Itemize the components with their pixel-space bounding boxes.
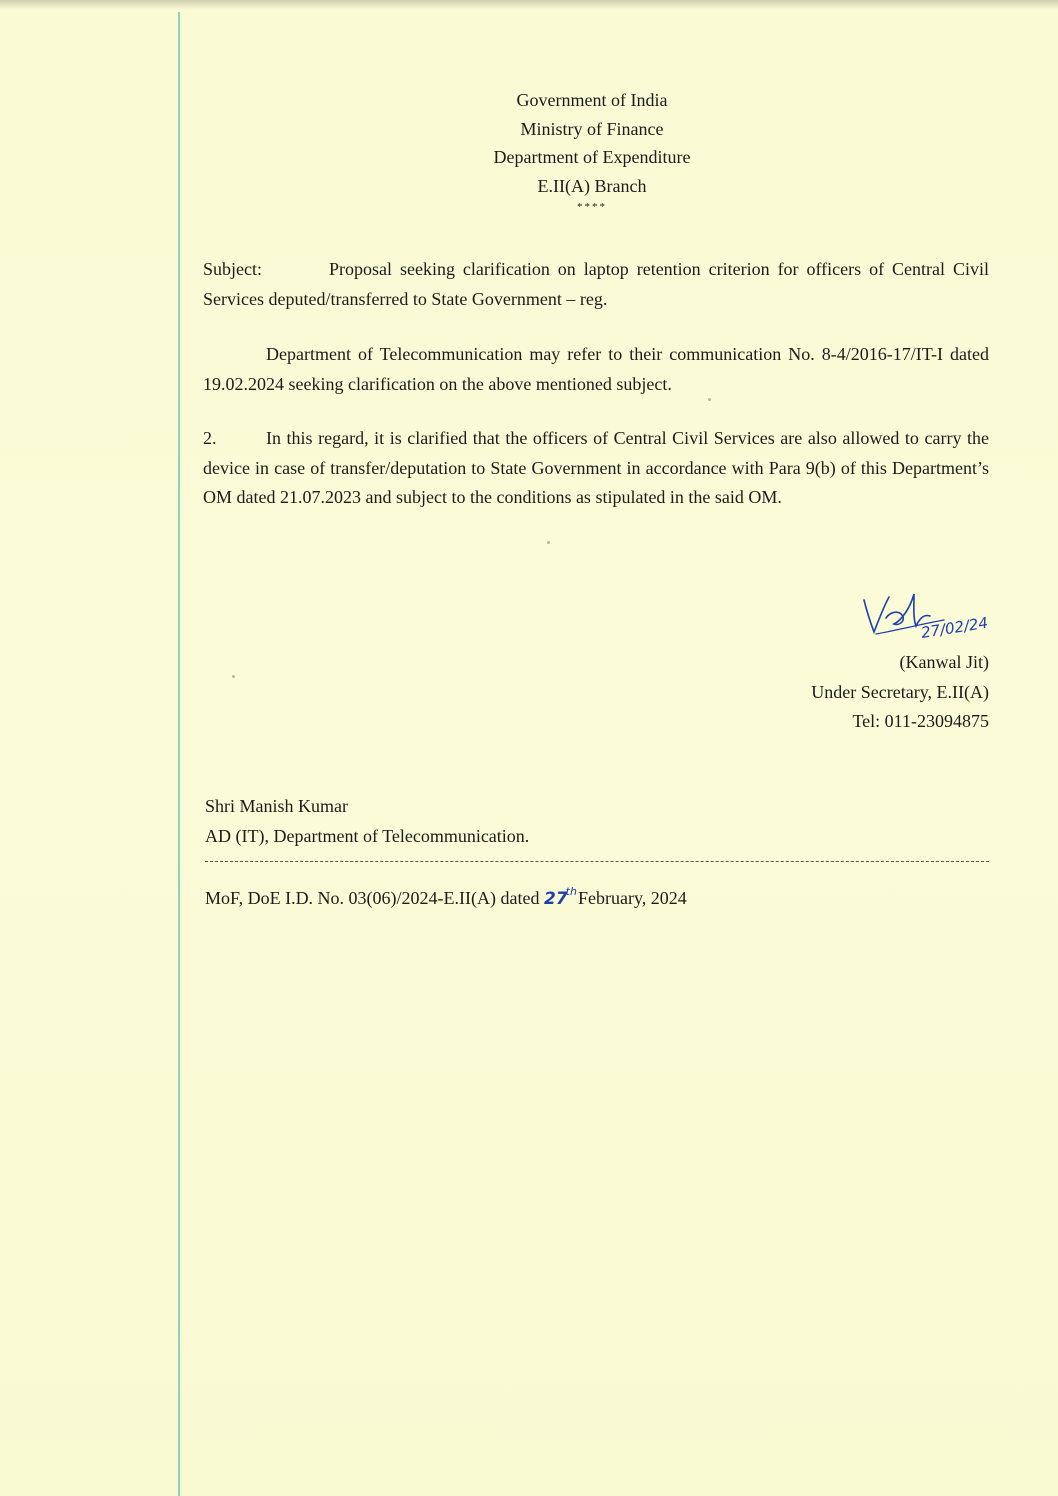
- handwritten-date: 27/02/24: [919, 613, 990, 642]
- handwritten-signature: [858, 588, 1006, 644]
- header-branch: E.II(A) Branch: [537, 175, 647, 196]
- signatory-name: (Kanwal Jit): [899, 652, 989, 672]
- subject-paragraph: [203, 255, 989, 314]
- signatory-phone: Tel: 011-23094875: [852, 711, 989, 731]
- scan-speck: [232, 675, 235, 678]
- reference-line: [205, 877, 989, 915]
- reference-handwritten-suffix: th: [565, 885, 577, 898]
- letter-header: [380, 86, 804, 214]
- reference-prefix: MoF, DoE I.D. No. 03(06)/2024-E.II(A) dated: [205, 888, 544, 908]
- reference-month-year: February, 2024: [577, 888, 687, 908]
- paragraph-2-text: In this regard, it is clarified that the officers of Central Civil Services are also allowed to carry the device in case of transfer/deputation to State Government in accordance with Para 9(b) of this Department’s OM dated 21.07.2023 and subject to the conditions as stipulated in the said OM.: [203, 428, 989, 507]
- header-department: Department of Expenditure: [493, 147, 691, 167]
- signatory-designation: Under Secretary, E.II(A): [811, 681, 989, 702]
- signature-block: [700, 648, 989, 737]
- scan-speck: [547, 541, 550, 544]
- header-government: Government of India: [516, 90, 668, 110]
- addressee-office: AD (IT), Department of Telecommunication.: [205, 825, 530, 846]
- scan-top-edge: [0, 0, 1058, 9]
- addressee-name: Shri Manish Kumar: [205, 796, 348, 816]
- subject-label: Subject:: [203, 259, 262, 279]
- body-paragraph-1: Department of Telecommunication may refer to their communication No. 8-4/2016-17/IT-I dated 19.02.2024 seeking clarification on the above mentioned subject.: [203, 344, 989, 394]
- body-paragraph-2: [203, 424, 989, 513]
- dashed-divider: [205, 861, 989, 862]
- margin-line: [178, 12, 180, 1496]
- header-ministry: Ministry of Finance: [520, 118, 664, 139]
- reference-handwritten-day: 27: [544, 889, 568, 909]
- subject-text: Proposal seeking clarification on laptop retention criterion for officers of Central Civil Services deputed/transferred to State Government – reg.: [203, 259, 989, 309]
- addressee-block: [205, 792, 805, 851]
- paragraph-number: 2.: [203, 428, 217, 448]
- header-stars: ****: [577, 201, 607, 213]
